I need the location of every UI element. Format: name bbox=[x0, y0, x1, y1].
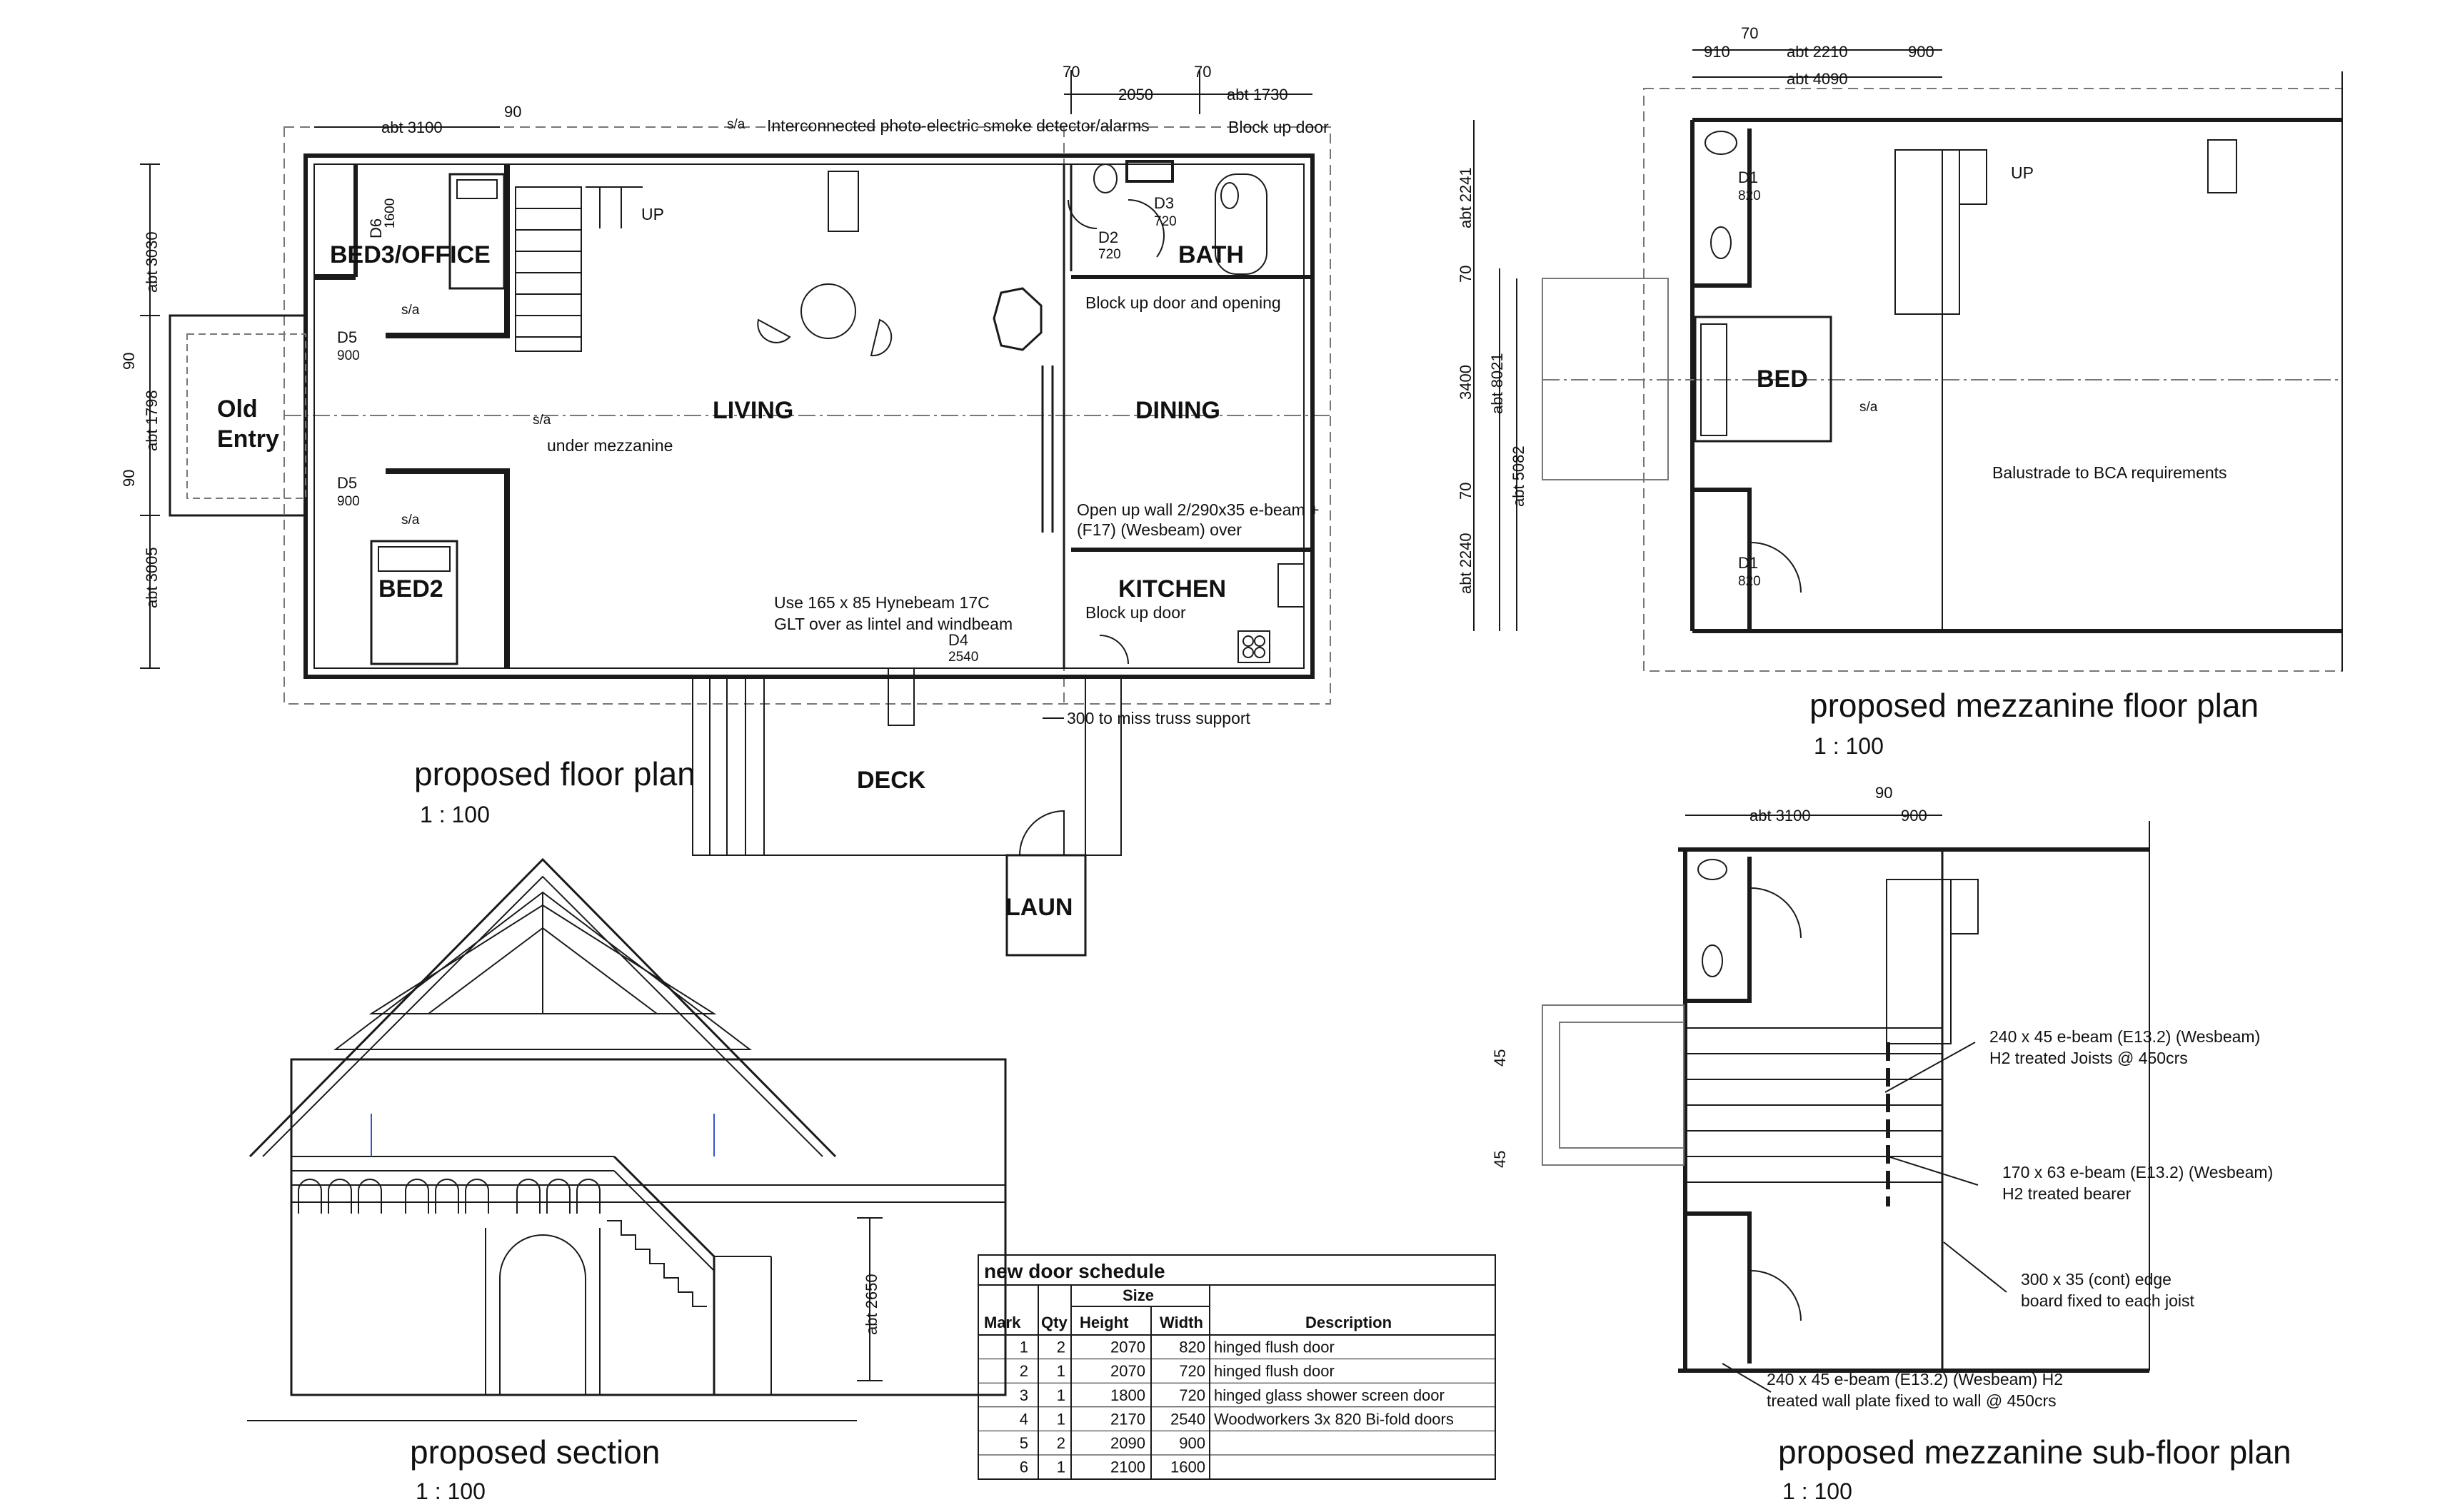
section-scale: 1 : 100 bbox=[416, 1478, 486, 1504]
mezz-dim-900: 900 bbox=[1908, 43, 1934, 61]
schedule-cell-width: 820 bbox=[1179, 1338, 1205, 1356]
mezz-dim-70-a: 70 bbox=[1457, 265, 1475, 283]
door-d3: D3 bbox=[1154, 194, 1175, 212]
mezz-plan-scale: 1 : 100 bbox=[1814, 733, 1884, 759]
schedule-cell-qty: 1 bbox=[1056, 1362, 1065, 1381]
floor-plan-text bbox=[120, 63, 1329, 921]
dim-abt1798: abt 1798 bbox=[143, 390, 161, 451]
room-living: LIVING bbox=[713, 397, 794, 424]
door-schedule-header-description: Description bbox=[1305, 1314, 1392, 1331]
mezz-dim-abt2210: abt 2210 bbox=[1787, 43, 1848, 61]
note-bearer-2: H2 treated bearer bbox=[2002, 1184, 2132, 1203]
schedule-cell-mark: 3 bbox=[1019, 1386, 1028, 1404]
smoke-alarm-label: s/a bbox=[727, 117, 745, 132]
mezz-dim-abt5082: abt 5082 bbox=[1510, 445, 1527, 507]
dim-90: 90 bbox=[504, 103, 522, 121]
note-hynebeam-2: GLT over as lintel and windbeam bbox=[774, 615, 1013, 633]
subfloor-plan-text bbox=[1491, 784, 2291, 1504]
door-d6: D6 bbox=[367, 218, 385, 238]
note-under-mezzanine: under mezzanine bbox=[547, 436, 673, 455]
sink bbox=[1278, 564, 1304, 607]
cabinet bbox=[828, 171, 858, 231]
schedule-cell-mark: 6 bbox=[1019, 1458, 1028, 1476]
mezz-dim-abt4090: abt 4090 bbox=[1787, 70, 1848, 88]
schedule-cell-qty: 2 bbox=[1056, 1338, 1065, 1356]
room-bed2: BED2 bbox=[378, 575, 443, 603]
room-bath: BATH bbox=[1178, 241, 1244, 268]
schedule-cell-description: hinged glass shower screen door bbox=[1214, 1386, 1445, 1404]
door-schedule-header-height: Height bbox=[1080, 1314, 1129, 1331]
mezz-dim-abt8021: abt 8021 bbox=[1488, 353, 1506, 414]
note-open-wall-1: Open up wall 2/290x35 e-beam + bbox=[1077, 500, 1320, 519]
room-kitchen: KITCHEN bbox=[1118, 575, 1227, 603]
mezz-door-d1-a: D1 bbox=[1738, 168, 1759, 186]
toilet bbox=[1221, 183, 1238, 208]
schedule-cell-mark: 4 bbox=[1019, 1410, 1028, 1428]
subfloor-plan-title: proposed mezzanine sub-floor plan bbox=[1778, 1433, 2291, 1471]
mezz-smoke-alarm: s/a bbox=[1859, 400, 1878, 415]
smoke-alarm-bed3: s/a bbox=[401, 303, 420, 318]
dim-abt1730: abt 1730 bbox=[1227, 86, 1288, 104]
schedule-cell-height: 1800 bbox=[1110, 1386, 1145, 1404]
schedule-cell-height: 2170 bbox=[1110, 1410, 1145, 1428]
subfloor-plan-scale: 1 : 100 bbox=[1782, 1478, 1852, 1504]
mezzanine-plan-text bbox=[1457, 24, 2259, 759]
door-d3-width: 720 bbox=[1154, 214, 1177, 229]
door-d2-width: 720 bbox=[1098, 247, 1121, 262]
note-edge-1: 300 x 35 (cont) edge bbox=[2021, 1270, 2172, 1289]
door-d5-b-width: 900 bbox=[337, 494, 360, 509]
note-edge-2: board fixed to each joist bbox=[2021, 1291, 2194, 1310]
stair-treads bbox=[516, 187, 643, 337]
mezzanine-plan bbox=[1474, 50, 2342, 671]
door-schedule-header-width: Width bbox=[1160, 1314, 1203, 1331]
note-open-wall-2: (F17) (Wesbeam) over bbox=[1077, 520, 1242, 539]
schedule-cell-qty: 1 bbox=[1056, 1458, 1065, 1476]
mezz-dim-abt2240: abt 2240 bbox=[1457, 533, 1475, 594]
schedule-cell-height: 2100 bbox=[1110, 1458, 1145, 1476]
door-d6-width: 1600 bbox=[383, 198, 398, 228]
note-block-door-kitchen: Block up door bbox=[1085, 603, 1186, 622]
sub-dim-900: 900 bbox=[1901, 807, 1927, 825]
mezz-dim-70-b: 70 bbox=[1457, 482, 1475, 500]
dim-2050: 2050 bbox=[1118, 86, 1153, 104]
schedule-cell-mark: 5 bbox=[1019, 1434, 1028, 1452]
door-d5-a: D5 bbox=[337, 328, 358, 346]
section-dim-abt2650: abt 2650 bbox=[863, 1274, 880, 1335]
schedule-cell-qty: 1 bbox=[1056, 1386, 1065, 1404]
room-old-entry-1: Old bbox=[217, 395, 258, 423]
note-plate-2: treated wall plate fixed to wall @ 450crs bbox=[1767, 1391, 2057, 1410]
schedule-cell-width: 900 bbox=[1179, 1434, 1205, 1452]
floor-plan-title: proposed floor plan bbox=[414, 755, 696, 792]
mezz-dim-abt2241: abt 2241 bbox=[1457, 167, 1475, 228]
mezz-door-d1-b: D1 bbox=[1738, 554, 1759, 572]
subfloor-joists bbox=[1685, 1028, 1942, 1182]
stove bbox=[994, 288, 1041, 350]
sub-dim-90: 90 bbox=[1875, 784, 1893, 802]
dim-abt3030: abt 3030 bbox=[143, 231, 161, 293]
room-old-entry-2: Entry bbox=[217, 425, 279, 453]
mezz-room-bed: BED bbox=[1757, 366, 1808, 393]
note-block-door-top: Block up door bbox=[1228, 118, 1329, 136]
sub-dim-45-b: 45 bbox=[1491, 1150, 1509, 1168]
section bbox=[247, 860, 1005, 1421]
schedule-cell-qty: 1 bbox=[1056, 1410, 1065, 1428]
mezz-dim-3400: 3400 bbox=[1457, 365, 1475, 400]
mezz-door-d1-b-width: 820 bbox=[1738, 574, 1761, 589]
schedule-cell-qty: 2 bbox=[1056, 1434, 1065, 1452]
mezz-stair-up: UP bbox=[2011, 163, 2034, 182]
door-d2: D2 bbox=[1098, 228, 1119, 246]
dim-abt3005: abt 3005 bbox=[143, 547, 161, 608]
note-joists-2: H2 treated Joists @ 450crs bbox=[1989, 1049, 2188, 1067]
schedule-cell-width: 720 bbox=[1179, 1386, 1205, 1404]
schedule-cell-height: 2070 bbox=[1110, 1362, 1145, 1381]
schedule-cell-description: hinged flush door bbox=[1214, 1338, 1335, 1356]
cooktop bbox=[1238, 631, 1270, 662]
door-d4: D4 bbox=[948, 631, 969, 649]
door-d4-width: 2540 bbox=[948, 650, 979, 665]
note-joists-1: 240 x 45 e-beam (E13.2) (Wesbeam) bbox=[1989, 1027, 2261, 1046]
note-truss: 300 to miss truss support bbox=[1067, 709, 1250, 727]
schedule-cell-width: 720 bbox=[1179, 1362, 1205, 1381]
room-dining: DINING bbox=[1135, 397, 1220, 424]
room-deck: DECK bbox=[857, 767, 926, 794]
door-schedule-text bbox=[984, 1260, 1454, 1476]
bed2-wall bbox=[386, 471, 507, 668]
schedule-cell-height: 2090 bbox=[1110, 1434, 1145, 1452]
dim-90-left-b: 90 bbox=[120, 469, 138, 487]
door-d5-b: D5 bbox=[337, 474, 358, 492]
schedule-cell-description: hinged flush door bbox=[1214, 1362, 1335, 1381]
schedule-cell-mark: 2 bbox=[1019, 1362, 1028, 1381]
dining-table bbox=[801, 284, 855, 338]
smoke-alarm-bed2: s/a bbox=[401, 513, 420, 528]
section-title: proposed section bbox=[410, 1433, 661, 1471]
note-block-door-opening: Block up door and opening bbox=[1085, 293, 1281, 312]
schedule-cell-height: 2070 bbox=[1110, 1338, 1145, 1356]
smoke-alarm-living: s/a bbox=[533, 413, 551, 428]
bed3-bed bbox=[450, 174, 504, 288]
dim-70-b: 70 bbox=[1194, 63, 1212, 81]
dim-abt3100: abt 3100 bbox=[381, 119, 443, 136]
sub-dim-45-a: 45 bbox=[1491, 1049, 1509, 1067]
note-bearer-1: 170 x 63 e-beam (E13.2) (Wesbeam) bbox=[2002, 1163, 2274, 1181]
note-smoke: Interconnected photo-electric smoke detector/alarms bbox=[767, 116, 1150, 135]
stair-outline bbox=[516, 187, 581, 351]
note-hynebeam-1: Use 165 x 85 Hynebeam 17C bbox=[774, 593, 990, 612]
note-plate-1: 240 x 45 e-beam (E13.2) (Wesbeam) H2 bbox=[1767, 1370, 2064, 1388]
mezz-dim-910: 910 bbox=[1704, 43, 1730, 61]
note-stair-up: UP bbox=[641, 205, 664, 223]
section-text bbox=[410, 1274, 880, 1504]
basin bbox=[1094, 164, 1117, 193]
mezz-plan-title: proposed mezzanine floor plan bbox=[1809, 687, 2259, 724]
schedule-cell-width: 1600 bbox=[1170, 1458, 1205, 1476]
schedule-cell-mark: 1 bbox=[1019, 1338, 1028, 1356]
dim-70-a: 70 bbox=[1063, 63, 1080, 81]
door-schedule-title: new door schedule bbox=[984, 1260, 1165, 1282]
mezz-door-d1-a-width: 820 bbox=[1738, 188, 1761, 203]
mezz-dim-70: 70 bbox=[1741, 24, 1759, 42]
schedule-cell-width: 2540 bbox=[1170, 1410, 1205, 1428]
bed2-bed bbox=[371, 541, 457, 664]
floor-plan-scale: 1 : 100 bbox=[420, 802, 490, 827]
schedule-cell-description: Woodworkers 3x 820 Bi-fold doors bbox=[1214, 1410, 1454, 1428]
section-arch-door bbox=[500, 1235, 586, 1395]
subfloor-leader-lines bbox=[1685, 815, 2007, 1392]
room-laun: LAUN bbox=[1005, 894, 1073, 921]
door-schedule-size-header: Size bbox=[1123, 1286, 1155, 1304]
dim-90-left-a: 90 bbox=[120, 352, 138, 370]
room-bed3: BED3/OFFICE bbox=[330, 241, 491, 268]
door-d5-a-width: 900 bbox=[337, 348, 360, 363]
mezz-balustrade-note: Balustrade to BCA requirements bbox=[1992, 463, 2227, 482]
door-schedule-header-qty: Qty bbox=[1041, 1314, 1068, 1331]
sub-dim-abt3100: abt 3100 bbox=[1749, 807, 1811, 825]
door-schedule-header-mark: Mark bbox=[984, 1314, 1021, 1331]
